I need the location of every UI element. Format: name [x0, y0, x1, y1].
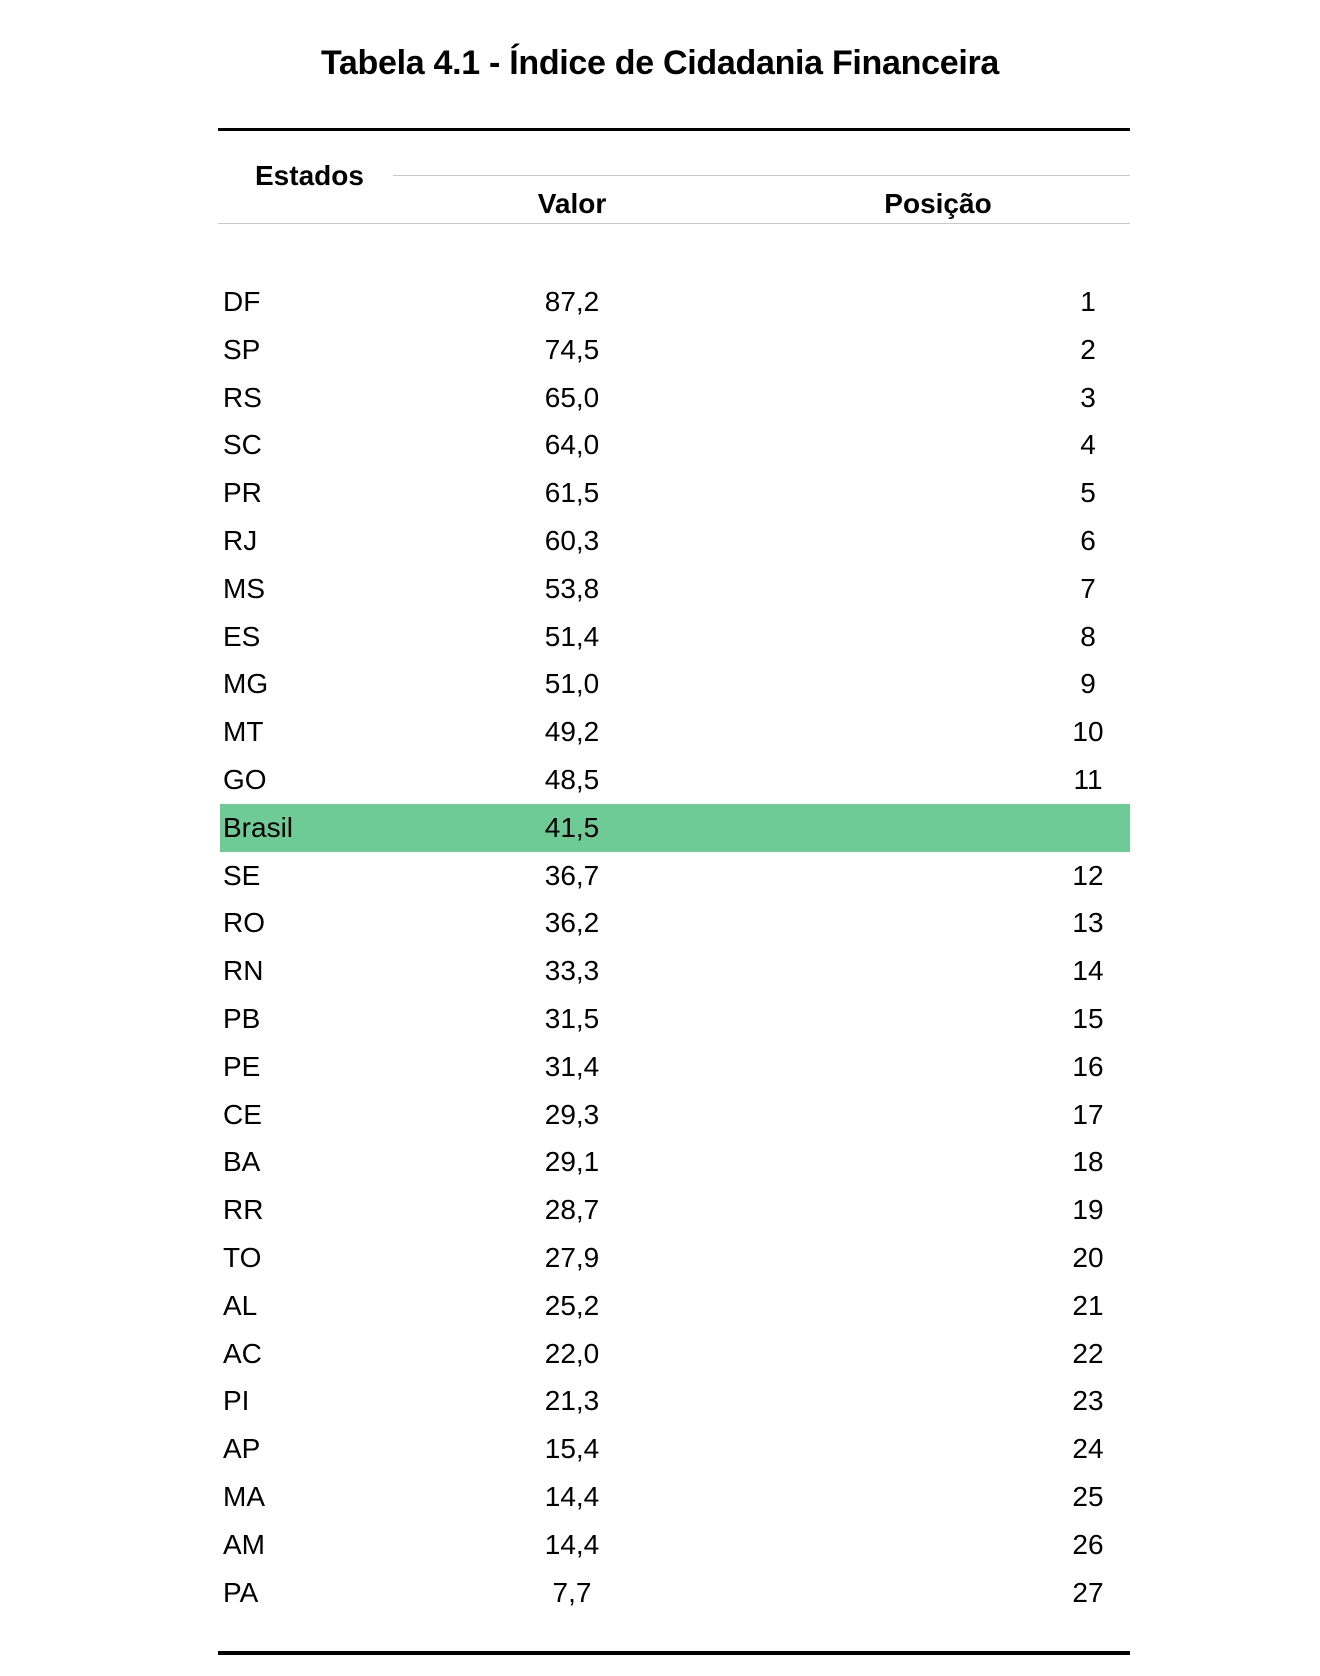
cell-posicao: 4: [1080, 429, 1096, 461]
cell-estado: RR: [223, 1194, 264, 1226]
cell-posicao: 10: [1072, 716, 1104, 748]
cell-valor: 22,0: [544, 1337, 600, 1369]
cell-estado: CE: [223, 1098, 262, 1130]
cell-valor: 65,0: [544, 381, 600, 413]
cell-posicao: 22: [1072, 1337, 1104, 1369]
cell-posicao: 3: [1080, 381, 1096, 413]
cell-posicao: 13: [1072, 907, 1104, 939]
cell-posicao: 7: [1080, 572, 1096, 604]
cell-valor: 14,4: [544, 1480, 600, 1512]
cell-posicao: 23: [1072, 1385, 1104, 1417]
top-rule: [218, 128, 1130, 131]
cell-valor: 87,2: [544, 286, 600, 317]
cell-estado: MA: [223, 1480, 265, 1512]
cell-estado: RO: [223, 907, 265, 939]
cell-estado: MS: [223, 572, 265, 604]
cell-posicao: 9: [1080, 668, 1096, 700]
cell-valor: 29,3: [544, 1098, 600, 1130]
table-row: [220, 1473, 1130, 1521]
bottom-rule: [218, 1651, 1130, 1655]
cell-valor: 51,0: [544, 668, 600, 700]
cell-valor: 53,8: [544, 572, 600, 604]
table-row: [220, 1330, 1130, 1378]
table-row: [220, 1521, 1130, 1569]
cell-estado: AP: [223, 1433, 261, 1465]
header-estados: Estados: [255, 160, 364, 191]
table-row: [220, 1282, 1130, 1330]
cell-posicao: 16: [1072, 1050, 1104, 1082]
table-row: [220, 1043, 1130, 1091]
table-row: [220, 517, 1130, 565]
header-posicao: Posição: [884, 188, 992, 219]
table-row: [220, 1234, 1130, 1282]
cell-valor: 21,3: [544, 1385, 600, 1417]
cell-valor: 41,5: [544, 811, 600, 843]
table-row: [220, 756, 1130, 804]
cell-posicao: 8: [1080, 620, 1096, 652]
table-row: [220, 1425, 1130, 1473]
cell-valor: 27,9: [544, 1241, 600, 1273]
cell-estado: ES: [223, 620, 261, 652]
table-row: [220, 947, 1130, 995]
cell-posicao: 15: [1072, 1002, 1104, 1034]
table-row: [220, 660, 1130, 708]
cell-valor: 14,4: [544, 1528, 600, 1560]
cell-estado: AC: [223, 1337, 262, 1369]
table-row: [220, 1091, 1130, 1139]
cell-valor: 15,4: [544, 1433, 600, 1465]
cell-estado: Brasil: [223, 811, 294, 843]
cell-estado: PB: [223, 1002, 261, 1034]
table-row: [220, 469, 1130, 517]
cell-valor: 61,5: [544, 477, 600, 509]
cell-posicao: 2: [1080, 333, 1096, 365]
cell-valor: 7,7: [552, 1576, 592, 1608]
table-title: Tabela 4.1 - Índice de Cidadania Financeira: [320, 44, 1000, 82]
table-body: [220, 278, 1130, 1616]
cell-posicao: 27: [1072, 1576, 1104, 1608]
table-row-highlight: [220, 804, 1130, 852]
cell-estado: GO: [223, 763, 267, 795]
table-row: [220, 1569, 1130, 1617]
cell-valor: 60,3: [544, 524, 600, 556]
cell-valor: 31,4: [544, 1050, 600, 1082]
cell-posicao: 5: [1080, 477, 1096, 509]
cell-estado: MG: [223, 668, 269, 700]
cell-valor: 33,3: [544, 955, 600, 987]
cell-estado: PR: [223, 477, 262, 509]
cell-posicao: 24: [1072, 1433, 1104, 1465]
cell-posicao: 18: [1072, 1146, 1104, 1178]
table-row: [220, 326, 1130, 374]
cell-posicao: 25: [1072, 1480, 1104, 1512]
cell-estado: MT: [223, 716, 264, 748]
table-row: [220, 1138, 1130, 1186]
cell-posicao: 1: [1080, 286, 1096, 317]
cell-valor: 31,5: [544, 1002, 600, 1034]
cell-estado: TO: [223, 1241, 262, 1273]
cell-posicao: 21: [1072, 1289, 1104, 1321]
table-row: [220, 852, 1130, 900]
cell-valor: 74,5: [544, 333, 600, 365]
header-rule: [218, 223, 1130, 224]
table-row: [220, 565, 1130, 613]
cell-estado: DF: [223, 286, 261, 317]
cell-estado: RJ: [223, 524, 258, 556]
table-row: [220, 421, 1130, 469]
cell-estado: RN: [223, 955, 264, 987]
cell-posicao: 26: [1072, 1528, 1104, 1560]
cell-posicao: 20: [1072, 1241, 1104, 1273]
table-row: [220, 278, 1130, 326]
table-row: [220, 1377, 1130, 1425]
cell-valor: 64,0: [544, 429, 600, 461]
table-row: [220, 1186, 1130, 1234]
cell-estado: PE: [223, 1050, 261, 1082]
cell-estado: RS: [223, 381, 262, 413]
cell-valor: 51,4: [544, 620, 600, 652]
cell-posicao: 12: [1072, 859, 1104, 891]
cell-valor: 25,2: [544, 1289, 600, 1321]
cell-valor: 36,7: [544, 859, 600, 891]
cell-valor: 36,2: [544, 907, 600, 939]
cell-estado: BA: [223, 1146, 261, 1178]
header-valor: Valor: [537, 188, 607, 219]
cell-estado: PI: [223, 1385, 250, 1417]
cell-posicao: 11: [1073, 763, 1103, 795]
table-row: [220, 995, 1130, 1043]
cell-valor: 29,1: [544, 1146, 600, 1178]
cell-estado: AL: [223, 1289, 258, 1321]
table-row: [220, 613, 1130, 661]
cell-posicao: 17: [1072, 1098, 1104, 1130]
table-row: [220, 374, 1130, 422]
table-row: [220, 899, 1130, 947]
table-row: [220, 708, 1130, 756]
cell-posicao: 6: [1080, 524, 1096, 556]
cell-valor: 49,2: [544, 716, 600, 748]
cell-estado: SC: [223, 429, 262, 461]
subheader-rule: [393, 175, 1130, 176]
cell-posicao: 19: [1072, 1194, 1104, 1226]
cell-estado: SP: [223, 333, 261, 365]
cell-estado: PA: [223, 1576, 259, 1608]
cell-estado: AM: [223, 1528, 265, 1560]
cell-estado: SE: [223, 859, 261, 891]
cell-valor: 48,5: [544, 763, 600, 795]
cell-posicao: 14: [1072, 955, 1104, 987]
cell-valor: 28,7: [544, 1194, 600, 1226]
